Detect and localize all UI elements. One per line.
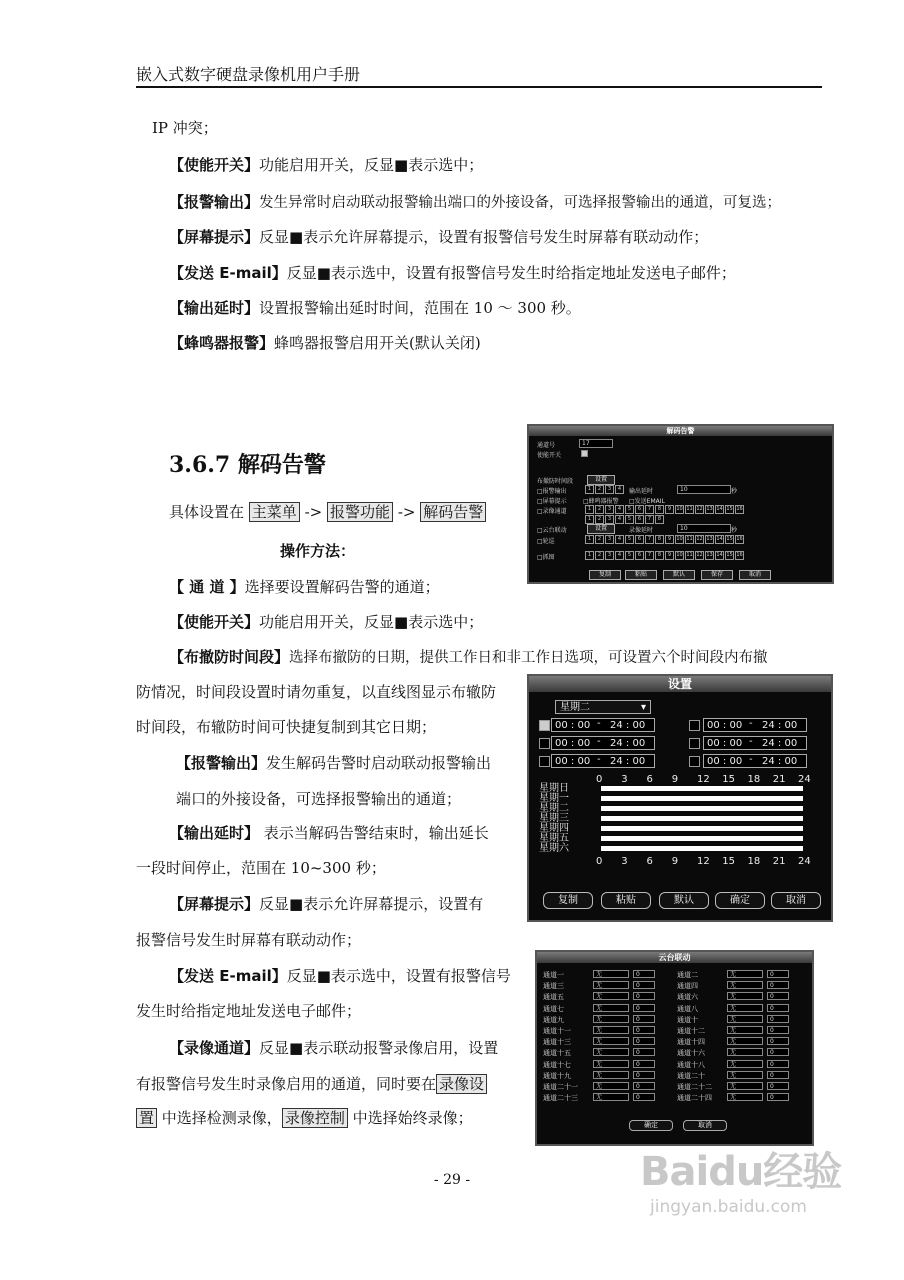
chevron-down-icon: ▾ [640,702,646,713]
buzzer-label: □蜂鸣器报警 [583,498,619,505]
period-4-dash: - [749,718,753,729]
ptz-value-input[interactable]: 0 [767,1048,789,1056]
ptz-mode-select[interactable]: 无 [593,1048,629,1056]
tick-label: 24 [798,774,811,785]
confirm-button[interactable]: 确定 [629,1120,673,1131]
ptz-value-input[interactable]: 0 [633,1037,655,1045]
document-header: 嵌入式数字硬盘录像机用户手册 [136,65,361,84]
ptz-value-input[interactable]: 0 [767,1037,789,1045]
paragraph-alarm-out-cont: 端口的外接设备，可选择报警输出的通道； [176,790,462,808]
delay-label: 输出延时 [629,488,654,495]
ptz-value-input[interactable]: 0 [767,1071,789,1079]
ptz-mode-select[interactable]: 无 [593,1071,629,1079]
period-2-dash: - [597,736,601,747]
ptz-mode-select[interactable]: 无 [727,1015,763,1023]
day-schedule-bar[interactable] [601,806,803,811]
confirm-button[interactable]: 确定 [715,892,765,909]
paragraph-output-delay: 【输出延时】设置报警输出延时时间，范围在 10 ～ 300 秒。 [169,299,581,317]
tick-label: 15 [722,856,735,867]
dialog-title: 解码告警 [529,426,832,436]
ptz-mode-select[interactable]: 无 [727,1060,763,1068]
page-number: - 29 - [433,1172,471,1188]
ptz-channel-label: 通道八 [677,1004,698,1013]
record-delay-input[interactable]: 10 [677,524,731,533]
period-1-end[interactable]: 24 : 00 [607,718,655,732]
period-1-start[interactable]: 00 : 00 [551,718,643,732]
ptz-channel-label: 通道十二 [677,1027,705,1035]
tick-label: 6 [646,856,653,867]
ptz-channel-label: 通道二十四 [677,1094,712,1103]
day-schedule-bar[interactable] [601,846,803,851]
tick-label: 3 [621,774,628,785]
ptz-channel-label: 通道十六 [677,1049,705,1058]
ptz-channel-label: 通道十四 [677,1038,705,1047]
paragraph-screen-cont: 报警信号发生时屏幕有联动动作； [136,931,362,949]
ptz-value-input[interactable]: 0 [633,1093,655,1101]
link-record-settings[interactable]: 录像设 [436,1074,487,1094]
day-label: 星期一 [539,793,569,804]
ptz-value-input[interactable]: 0 [633,1082,655,1090]
ptz-mode-select[interactable]: 无 [727,1037,763,1045]
menu-path: 具体设置在 主菜单 -> 报警功能 -> 解码告警 [169,502,486,522]
period-6-dash: - [749,754,753,765]
ptz-value-input[interactable]: 0 [633,1026,655,1034]
weekday-select[interactable]: 星期二 ▾ [555,700,651,714]
paragraph-send-email: 【发送 E-mail】反显■表示选中，设置有报警信号发生时给指定地址发送电子邮件； [169,264,736,282]
paragraph-screen-tip: 【屏幕提示】反显■表示允许屏幕提示，设置有报警信号发生时屏幕有联动动作； [169,228,709,246]
tick-label: 21 [772,774,786,785]
ptz-mode-select[interactable]: 无 [593,1082,629,1090]
ptz-value-input[interactable]: 0 [767,1004,789,1012]
alarm-out-channels[interactable]: 1 2 3 4 [585,485,624,494]
link-record-settings-cont[interactable]: 置 [136,1108,157,1128]
channel-label: 通道号 [537,442,556,449]
ptz-channel-label: 通道十八 [677,1060,705,1069]
ptz-mode-select[interactable]: 无 [727,1004,763,1012]
paragraph-alarm-out-2: 【报警输出】发生解码告警时启动联动报警输出 [176,754,492,772]
ptz-channel-label: 通道十七 [543,1060,571,1069]
record-channels-row1[interactable]: 1 2 3 4 5 6 7 8 9 10 11 12 13 14 15 16 [585,505,744,514]
record-channels-row2[interactable]: 1 2 3 4 5 6 7 8 [585,515,664,524]
ptz-channel-label: 通道四 [677,982,698,991]
ptz-mode-select[interactable]: 无 [593,970,629,978]
default-button[interactable]: 默认 [663,570,695,580]
ptz-mode-select[interactable]: 无 [727,1048,763,1056]
tick-label: 9 [671,856,679,867]
period-5-end[interactable]: 24 : 00 [759,736,807,750]
period-5-checkbox[interactable] [689,738,700,749]
ptz-mode-select[interactable]: 无 [727,1071,763,1079]
tick-label: 18 [747,774,761,785]
ptz-mode-select[interactable]: 无 [593,1026,629,1034]
day-label: 星期五 [539,833,569,844]
period-label: 布撤防时间段 [537,478,574,485]
tick-label: 24 [798,856,811,867]
ptz-mode-select[interactable]: 无 [593,1093,629,1101]
ptz-value-input[interactable]: 0 [633,970,655,978]
header-rule [136,86,822,88]
ptz-channel-label: 通道十一 [543,1027,571,1035]
paragraph-record-cont-1: 有报警信号发生时录像启用的通道，同时要在 录像设 [136,1074,487,1094]
period-6-checkbox[interactable] [689,756,700,767]
ptz-channel-label: 通道三 [543,982,564,991]
day-label: 星期六 [539,843,569,854]
ptz-mode-select[interactable]: 无 [727,981,763,989]
paste-button[interactable]: 粘贴 [601,892,651,909]
paste-button[interactable]: 粘贴 [625,570,657,580]
decode-alarm-screenshot [527,424,834,584]
path-decode-alarm[interactable]: 解码告警 [420,502,486,522]
ptz-channel-label: 通道七 [543,1004,564,1013]
ptz-channel-label: 通道二十二 [677,1083,712,1091]
ptz-channel-label: 通道二十一 [543,1083,578,1091]
watermark-url: jingyan.baidu.com [650,1197,807,1217]
tour-channels[interactable]: 1 2 3 4 5 6 7 8 9 10 11 12 13 14 15 16 [585,535,744,544]
day-schedule-bar[interactable] [601,816,803,821]
paragraph-alarm-output: 【报警输出】发生异常时启动联动报警输出端口的外接设备，可选择报警输出的通道，可复选； [169,193,782,211]
ptz-value-input[interactable]: 0 [767,970,789,978]
enable-label: 使能开关 [537,452,562,459]
period-2-checkbox[interactable] [539,738,550,749]
paragraph-delay-cont: 一段时间停止，范围在 10~300 秒； [136,859,386,877]
schedule-screenshot [527,674,833,922]
tick-label: 21 [772,856,786,867]
ptz-value-input[interactable]: 0 [767,1082,789,1090]
ptz-value-input[interactable]: 0 [767,1015,789,1023]
day-label: 星期三 [539,813,569,824]
tick-label: 6 [646,774,653,785]
cancel-button[interactable]: 取消 [683,1120,727,1131]
ptz-value-input[interactable]: 0 [767,981,789,989]
email-label: □发送EMAIL [629,498,665,505]
period-3-dash: - [597,754,601,765]
ptz-value-input[interactable]: 0 [767,1093,789,1101]
tick-label: 12 [697,774,710,785]
link-record-control[interactable]: 录像控制 [282,1108,348,1128]
ptz-mode-select[interactable]: 无 [593,992,629,1000]
delay-input[interactable]: 10 [677,485,731,494]
tick-label: 12 [697,856,710,867]
period-1-checkbox[interactable] [539,720,550,731]
paragraph-enable-2: 【使能开关】功能启用开关，反显■表示选中； [169,613,484,631]
ptz-mode-select[interactable]: 无 [727,970,763,978]
ptz-channel-label: 通道二十 [677,1071,705,1080]
period-2-end[interactable]: 24 : 00 [607,736,655,750]
paragraph-record: 【录像通道】反显■表示联动报警录像启用，设置 [169,1039,499,1057]
ptz-channel-label: 通道一 [543,971,564,979]
ptz-value-input[interactable]: 0 [633,1015,655,1023]
ptz-mode-select[interactable]: 无 [727,992,763,1000]
paragraph-ip-conflict: IP 冲突； [152,119,218,137]
ptz-value-input[interactable]: 0 [633,1071,655,1079]
ptz-value-input[interactable]: 0 [633,1048,655,1056]
watermark-brand: Baidu经验 [640,1149,842,1195]
paragraph-period-cont-1: 防情况，时间段设置时请勿重复，以直线图显示布辙防 [136,683,497,701]
ptz-mode-select[interactable]: 无 [593,1037,629,1045]
copy-button[interactable]: 复制 [589,570,621,580]
ptz-label: □云台联动 [537,527,567,534]
ptz-mode-select[interactable]: 无 [593,1060,629,1068]
screen-tip-label: □屏幕提示 [537,498,567,505]
cancel-button[interactable]: 取消 [771,892,821,909]
paragraph-email-cont: 发生时给指定地址发送电子邮件； [136,1002,362,1020]
period-4-start[interactable]: 00 : 00 [703,718,795,732]
snapshot-channels[interactable]: 1 2 3 4 5 6 7 8 9 10 11 12 13 14 15 16 [585,551,744,560]
ptz-value-input[interactable]: 0 [633,1060,655,1068]
section-title: 3.6.7 解码告警 [169,452,326,478]
tick-label: 3 [621,856,628,867]
enable-checkbox[interactable] [581,450,588,457]
ptz-value-input[interactable]: 0 [767,1026,789,1034]
snapshot-label: □抓图 [537,554,555,561]
day-label: 星期日 [539,783,569,794]
save-button[interactable]: 保存 [701,570,733,580]
day-schedule-bar[interactable] [601,796,803,801]
ptz-mode-select[interactable]: 无 [593,1015,629,1023]
ptz-mode-select[interactable]: 无 [727,1093,763,1101]
ptz-value-input[interactable]: 0 [767,992,789,1000]
paragraph-channel: 【 通 道 】选择要设置解码告警的通道； [169,578,440,596]
period-5-dash: - [749,736,753,747]
delay-unit: 秒 [731,488,738,495]
tick-label: 18 [747,856,761,867]
period-3-checkbox[interactable] [539,756,550,767]
ptz-channel-label: 通道二十三 [543,1094,578,1103]
cancel-button[interactable]: 取消 [739,570,771,580]
paragraph-record-cont-2: 置 中选择检测录像， 录像控制 中选择始终录像； [136,1108,473,1128]
paragraph-delay-2: 【输出延时】 表示当解码告警结束时，输出延长 [169,824,489,842]
ptz-channel-label: 通道十五 [543,1049,571,1058]
baidu-watermark [640,1140,841,1217]
default-button[interactable]: 默认 [659,892,709,909]
paragraph-screen-2: 【屏幕提示】反显■表示允许屏幕提示，设置有 [169,895,484,913]
period-5-start[interactable]: 00 : 00 [703,736,795,750]
period-3-start[interactable]: 00 : 00 [551,754,643,768]
ptz-channel-label: 通道六 [677,993,698,1002]
dialog-title: 云台联动 [537,952,812,963]
ptz-channel-label: 通道五 [543,993,564,1002]
channel-select[interactable]: 17 [579,439,613,448]
ptz-mode-select[interactable]: 无 [727,1082,763,1090]
paragraph-period-cont-2: 时间段，布辙防时间可快捷复制到其它日期； [136,718,437,736]
tick-label: 0 [596,856,603,867]
alarm-out-label: □报警输出 [537,488,567,495]
ptz-value-input[interactable]: 0 [767,1060,789,1068]
period-6-start[interactable]: 00 : 00 [703,754,795,768]
day-schedule-bar[interactable] [601,826,803,831]
method-title: 操作方法： [280,542,356,560]
day-label: 星期四 [539,823,569,834]
record-channel-label: □录像通道 [537,508,567,515]
tour-label: □轮巡 [537,538,555,545]
record-delay-label: 录像延时 [629,527,654,534]
period-2-start[interactable]: 00 : 00 [551,736,643,750]
tick-label: 15 [722,774,735,785]
ptz-channel-label: 通道十三 [543,1038,571,1047]
ptz-set-button[interactable]: 设置 [587,524,615,534]
path-main-menu[interactable]: 主菜单 [249,502,300,522]
ptz-channel-label: 通道二 [677,971,698,979]
period-set-button[interactable]: 设置 [587,475,615,485]
ptz-mode-select[interactable]: 无 [727,1026,763,1034]
tick-label: 9 [671,774,679,785]
day-label: 星期二 [539,803,569,814]
period-3-end[interactable]: 24 : 00 [607,754,655,768]
paragraph-buzzer: 【蜂鸣器报警】蜂鸣器报警启用开关(默认关闭) [169,334,481,352]
ptz-channel-label: 通道十九 [543,1071,571,1080]
ptz-channel-label: 通道十 [677,1015,698,1024]
dialog-title: 设置 [529,676,831,692]
paragraph-enable: 【使能开关】功能启用开关，反显■表示选中； [169,156,484,174]
day-schedule-bar[interactable] [601,836,803,841]
period-4-end[interactable]: 24 : 00 [759,718,807,732]
ptz-mode-select[interactable]: 无 [593,981,629,989]
copy-button[interactable]: 复制 [543,892,593,909]
period-1-dash: - [597,718,601,729]
ptz-channel-label: 通道九 [543,1015,564,1024]
tick-label: 0 [596,774,603,785]
ptz-value-input[interactable]: 0 [633,992,655,1000]
path-alarm-function[interactable]: 报警功能 [327,502,393,522]
day-schedule-bar[interactable] [601,786,803,791]
ptz-value-input[interactable]: 0 [633,981,655,989]
period-6-end[interactable]: 24 : 00 [759,754,807,768]
ptz-value-input[interactable]: 0 [633,1004,655,1012]
record-delay-unit: 秒 [731,527,738,534]
paragraph-email-2: 【发送 E-mail】反显■表示选中，设置有报警信号 [169,967,511,985]
paragraph-period: 【布撤防时间段】选择布撤防的日期，提供工作日和非工作日选项，可设置六个时间段内布撤 [169,648,768,666]
period-4-checkbox[interactable] [689,720,700,731]
ptz-linkage-screenshot [535,950,814,1146]
ptz-mode-select[interactable]: 无 [593,1004,629,1012]
